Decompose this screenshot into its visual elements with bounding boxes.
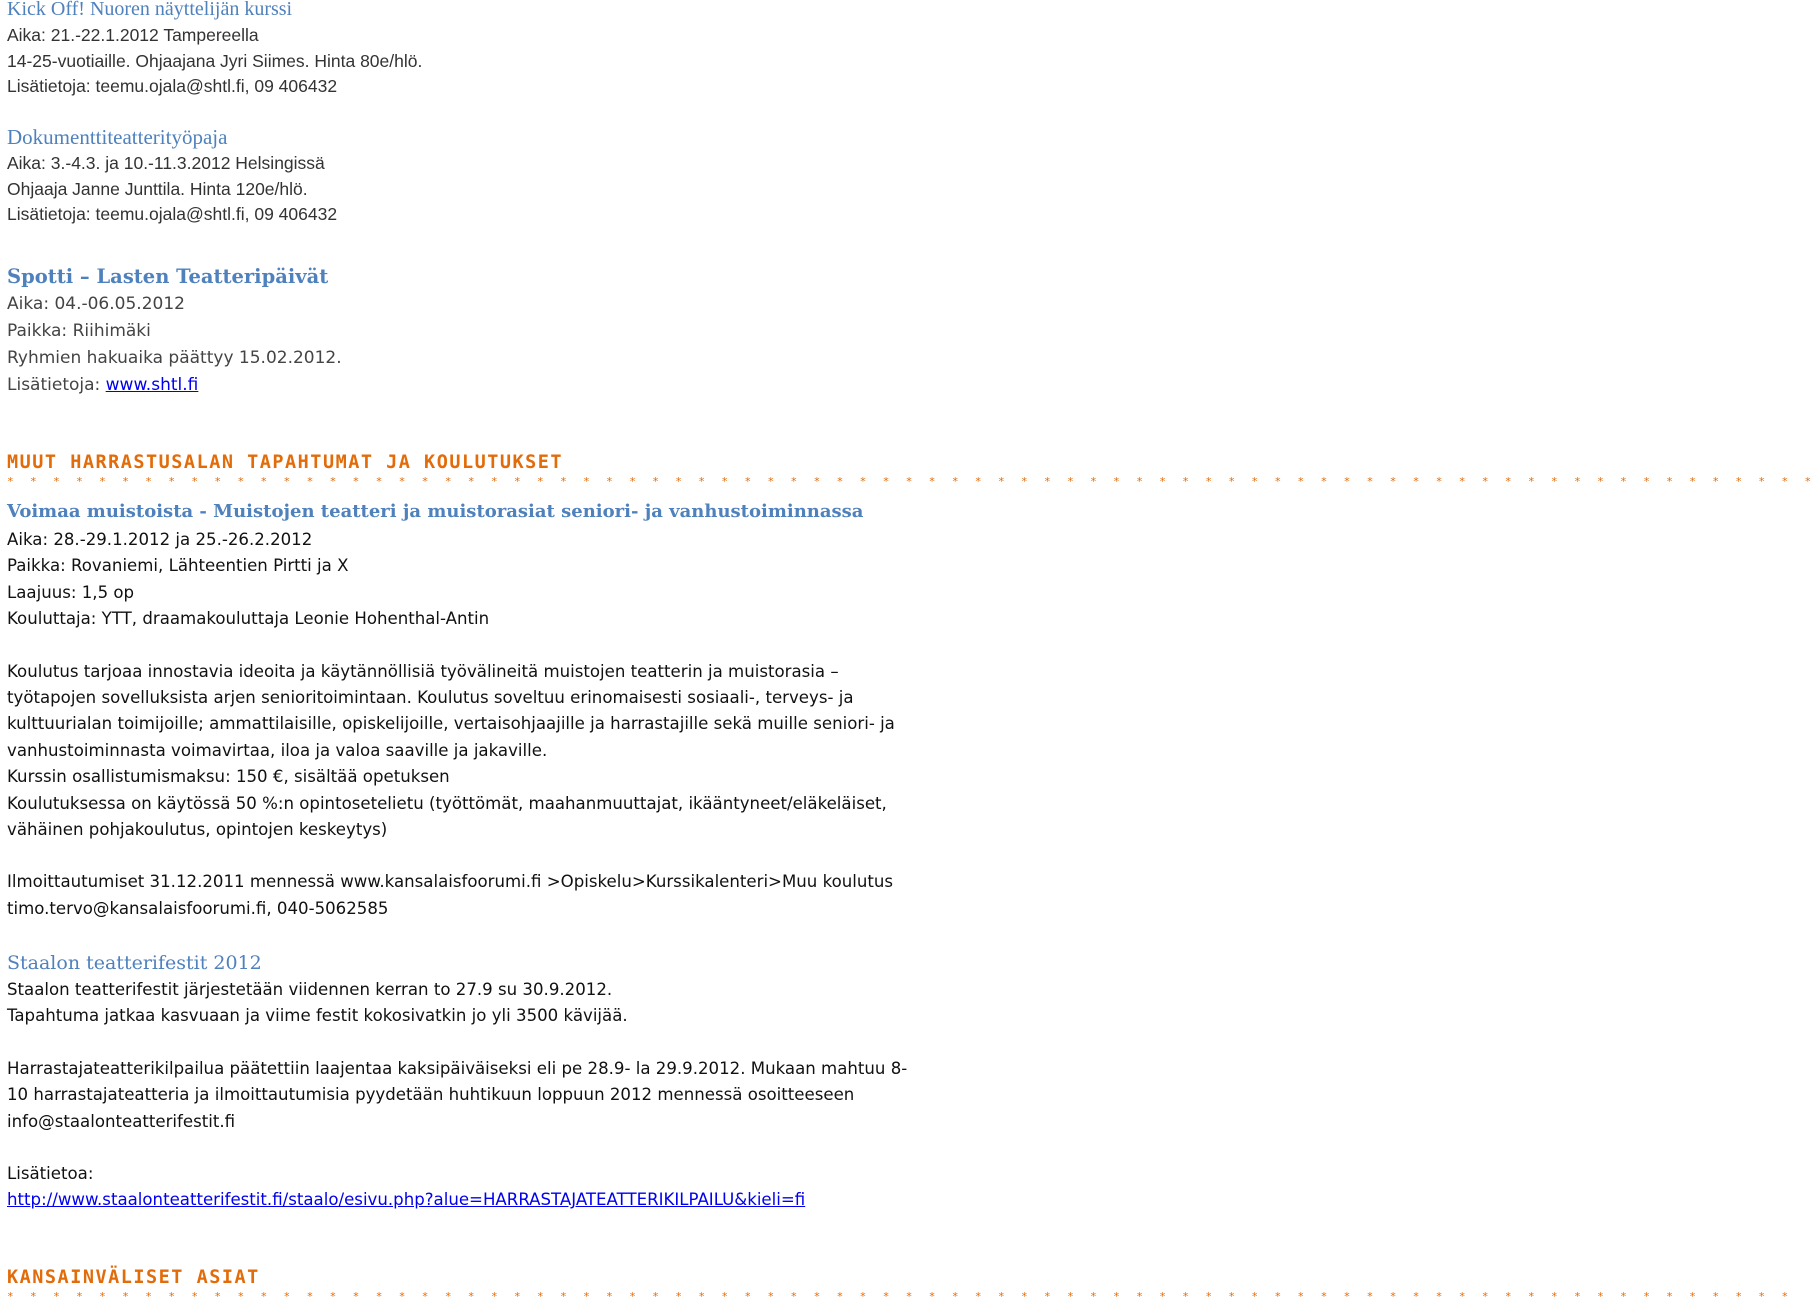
- voimaa-line: Laajuus: 1,5 op: [7, 582, 135, 602]
- muut-heading: MUUT HARRASTUSALAN TAPAHTUMAT JA KOULUTUKSET: [7, 452, 564, 473]
- voimaa-line: Aika: 28.-29.1.2012 ja 25.-26.2.2012: [7, 530, 313, 549]
- spacer: [7, 1030, 954, 1056]
- spacer: [7, 633, 954, 659]
- voimaa-paragraph-line: Kurssin osallistumismaksu: 150 €, sisältää opetuksen: [7, 767, 450, 787]
- voimaa-paragraph-line: Koulutus tarjoaa innostavia ideoita ja käytännöllisiä työvälineitä muistojen teatterin ja muistorasia –: [7, 661, 839, 681]
- spotti-line: Aika: 04.-06.05.2012: [7, 294, 185, 314]
- voimaa-title: Voimaa muistoista - Muistojen teatteri ja muistorasiat seniori- ja vanhustoiminnassa: [7, 501, 864, 522]
- staalon-line: Tapahtuma jatkaa kasvuaan ja viime festit kokosivatkin jo yli 3500 kävijää.: [7, 1006, 628, 1026]
- spotti-line: Paikka: Riihimäki: [7, 321, 151, 341]
- dokumentti-line: Lisätietoja: teemu.ojala@shtl.fi, 09 406432: [7, 204, 338, 224]
- spotti-info-link[interactable]: www.shtl.fi: [105, 375, 199, 395]
- spotti-title: Spotti – Lasten Teatteripäivät: [7, 265, 329, 288]
- voimaa-line: Paikka: Rovaniemi, Lähteentien Pirtti ja X: [7, 556, 349, 576]
- spotti-info: [7, 372, 954, 399]
- dokumentti-title: Dokumenttiteatterityöpaja: [7, 125, 228, 149]
- voimaa-section: [7, 497, 954, 922]
- spotti-section: [7, 263, 954, 399]
- voimaa-paragraph-line: vanhustoiminnasta voimavirtaa, iloa ja valoa saaville ja jakaville.: [7, 740, 548, 760]
- staalon-title: Staalon teatterifestit 2012: [7, 952, 262, 974]
- staalon-line: 10 harrastajateatteria ja ilmoittautumisia pyydetään huhtikuun loppuun 2012 mennessä osoitteeseen: [7, 1085, 855, 1105]
- spotti-info-label: Lisätietoja:: [7, 375, 106, 395]
- kickoff-title: Kick Off! Nuoren näyttelijän kurssi: [7, 0, 293, 20]
- kickoff-line: 14-25-vuotiaille. Ohjaajana Jyri Siimes. Hinta 80e/hlö.: [7, 50, 423, 71]
- kansainvaliset-divider: * * * * * * * * * * * * * * * * * * * * * * * * * * * * * * * * * * * * * * * * * * * * * * * * * * * * * * * * * * * * * * * * * * * * * * * * * * * * * *: [7, 1290, 1793, 1303]
- muut-divider: * * * * * * * * * * * * * * * * * * * * * * * * * * * * * * * * * * * * * * * * * * * * * * * * * * * * * * * * * * * * * * * * * * * * * * * * * * * * * * *: [7, 475, 1816, 488]
- voimaa-paragraph-line: kulttuurialan toimijoille; ammattilaisille, opiskelijoille, vertaisohjaajille ja harrastajille sekä muille seniori- ja: [7, 714, 895, 734]
- kickoff-line: Lisätietoja: teemu.ojala@shtl.fi, 09 406432: [7, 76, 338, 96]
- staalon-line: Staalon teatterifestit järjestetään viidennen kerran to 27.9 su 30.9.2012.: [7, 980, 613, 999]
- kansainvaliset-section-header: [7, 1266, 1793, 1303]
- staalon-info-link[interactable]: http://www.staalonteatterifestit.fi/staalo/esivu.php?alue=HARRASTAJATEATTERIKILPAILU&kieli=fi: [7, 1190, 806, 1210]
- kickoff-section: [7, 0, 954, 100]
- voimaa-paragraph-line: Koulutuksessa on käytössä 50 %:n opintosetelietu (työttömät, maahanmuuttajat, ikääntyneet/eläkeläiset,: [7, 793, 887, 813]
- spacer: [7, 1135, 954, 1161]
- voimaa-paragraph-line: työtapojen sovelluksista arjen senioritoimintaan. Koulutus soveltuu erinomaisesti sosiaali-, terveys- ja: [7, 688, 854, 708]
- staalon-section: [7, 949, 954, 1214]
- kansainvaliset-heading: KANSAINVÄLISET ASIAT: [7, 1267, 260, 1288]
- staalon-line: Harrastajateatterikilpailua päätettiin laajentaa kaksipäiväiseksi eli pe 28.9- la 29.9.2012. Mukaan mahtuu 8-: [7, 1058, 908, 1078]
- voimaa-registration: Ilmoittautumiset 31.12.2011 mennessä www.kansalaisfoorumi.fi >Opiskelu>Kurssikalenteri>Muu koulutus: [7, 872, 894, 892]
- staalon-email: info@staalonteatterifestit.fi: [7, 1111, 236, 1131]
- muut-section-header: [7, 451, 1816, 488]
- kickoff-line: Aika: 21.-22.1.2012 Tampereella: [7, 25, 259, 45]
- spacer: [7, 843, 954, 869]
- voimaa-line: Kouluttaja: YTT, draamakouluttaja Leonie Hohenthal-Antin: [7, 609, 490, 629]
- spotti-line: Ryhmien hakuaika päättyy 15.02.2012.: [7, 348, 342, 368]
- voimaa-contact: timo.tervo@kansalaisfoorumi.fi, 040-5062585: [7, 898, 389, 918]
- dokumentti-section: [7, 123, 954, 228]
- dokumentti-line: Aika: 3.-4.3. ja 10.-11.3.2012 Helsingissä: [7, 153, 325, 173]
- dokumentti-line: Ohjaaja Janne Junttila. Hinta 120e/hlö.: [7, 178, 308, 199]
- voimaa-paragraph-line: vähäinen pohjakoulutus, opintojen keskeytys): [7, 820, 388, 840]
- staalon-info-label: Lisätietoa:: [7, 1164, 94, 1184]
